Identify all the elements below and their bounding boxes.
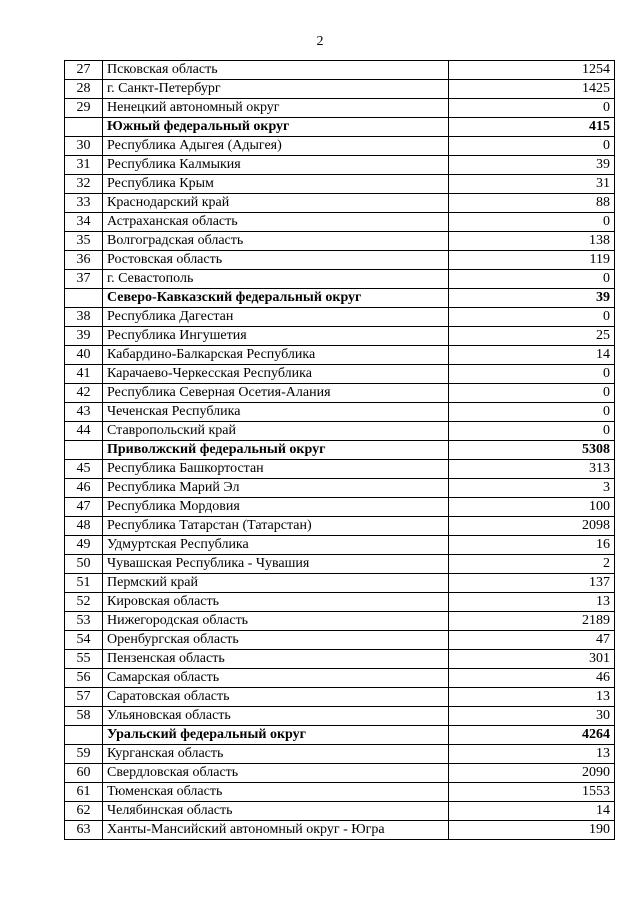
row-number: 61 xyxy=(65,783,103,802)
row-number: 63 xyxy=(65,821,103,840)
region-name: Ставропольский край xyxy=(103,422,449,441)
district-name: Приволжский федеральный округ xyxy=(103,441,449,460)
table-row xyxy=(65,802,615,821)
region-value: 25 xyxy=(449,327,615,346)
region-name: Республика Северная Осетия-Алания xyxy=(103,384,449,403)
row-number xyxy=(65,726,103,745)
district-row xyxy=(65,289,615,308)
region-value: 88 xyxy=(449,194,615,213)
region-value: 14 xyxy=(449,802,615,821)
row-number: 50 xyxy=(65,555,103,574)
region-name: г. Санкт-Петербург xyxy=(103,80,449,99)
region-value: 0 xyxy=(449,422,615,441)
district-row xyxy=(65,726,615,745)
region-value: 301 xyxy=(449,650,615,669)
region-name: Псковская область xyxy=(103,61,449,80)
region-value: 31 xyxy=(449,175,615,194)
row-number: 60 xyxy=(65,764,103,783)
region-value: 3 xyxy=(449,479,615,498)
region-name: Самарская область xyxy=(103,669,449,688)
region-value: 46 xyxy=(449,669,615,688)
region-name: Курганская область xyxy=(103,745,449,764)
region-name: Чеченская Республика xyxy=(103,403,449,422)
table-row xyxy=(65,688,615,707)
row-number: 44 xyxy=(65,422,103,441)
region-name: Республика Башкортостан xyxy=(103,460,449,479)
row-number: 52 xyxy=(65,593,103,612)
row-number: 40 xyxy=(65,346,103,365)
table-row xyxy=(65,536,615,555)
table-row xyxy=(65,764,615,783)
region-name: Республика Калмыкия xyxy=(103,156,449,175)
table-row xyxy=(65,460,615,479)
region-value: 47 xyxy=(449,631,615,650)
row-number: 53 xyxy=(65,612,103,631)
district-total: 39 xyxy=(449,289,615,308)
region-name: Саратовская область xyxy=(103,688,449,707)
region-name: Пензенская область xyxy=(103,650,449,669)
region-name: Ненецкий автономный округ xyxy=(103,99,449,118)
row-number xyxy=(65,441,103,460)
table-row xyxy=(65,80,615,99)
region-name: Удмуртская Республика xyxy=(103,536,449,555)
table-row xyxy=(65,669,615,688)
row-number: 43 xyxy=(65,403,103,422)
region-value: 30 xyxy=(449,707,615,726)
district-name: Уральский федеральный округ xyxy=(103,726,449,745)
row-number: 59 xyxy=(65,745,103,764)
table-row xyxy=(65,232,615,251)
table-row xyxy=(65,175,615,194)
row-number xyxy=(65,118,103,137)
table-row xyxy=(65,593,615,612)
region-value: 0 xyxy=(449,403,615,422)
table-row xyxy=(65,365,615,384)
region-value: 16 xyxy=(449,536,615,555)
region-value: 1254 xyxy=(449,61,615,80)
region-value: 2 xyxy=(449,555,615,574)
table-row xyxy=(65,61,615,80)
region-value: 2098 xyxy=(449,517,615,536)
row-number: 56 xyxy=(65,669,103,688)
table-row xyxy=(65,308,615,327)
row-number: 49 xyxy=(65,536,103,555)
table-row xyxy=(65,479,615,498)
region-name: Республика Татарстан (Татарстан) xyxy=(103,517,449,536)
district-total: 4264 xyxy=(449,726,615,745)
table-row xyxy=(65,517,615,536)
region-value: 13 xyxy=(449,593,615,612)
regions-table xyxy=(64,60,615,840)
row-number: 48 xyxy=(65,517,103,536)
region-value: 0 xyxy=(449,213,615,232)
row-number: 36 xyxy=(65,251,103,270)
region-name: Кировская область xyxy=(103,593,449,612)
district-total: 5308 xyxy=(449,441,615,460)
table-row xyxy=(65,631,615,650)
region-value: 14 xyxy=(449,346,615,365)
district-row xyxy=(65,118,615,137)
region-name: Ростовская область xyxy=(103,251,449,270)
row-number: 47 xyxy=(65,498,103,517)
region-name: Кабардино-Балкарская Республика xyxy=(103,346,449,365)
region-name: Тюменская область xyxy=(103,783,449,802)
row-number: 38 xyxy=(65,308,103,327)
table-row xyxy=(65,555,615,574)
table-row xyxy=(65,251,615,270)
row-number: 27 xyxy=(65,61,103,80)
table-row xyxy=(65,422,615,441)
region-value: 2189 xyxy=(449,612,615,631)
row-number: 46 xyxy=(65,479,103,498)
region-value: 2090 xyxy=(449,764,615,783)
row-number: 55 xyxy=(65,650,103,669)
table-row xyxy=(65,194,615,213)
row-number: 33 xyxy=(65,194,103,213)
region-name: Нижегородская область xyxy=(103,612,449,631)
region-value: 137 xyxy=(449,574,615,593)
region-name: Ульяновская область xyxy=(103,707,449,726)
table-row xyxy=(65,783,615,802)
region-name: Республика Адыгея (Адыгея) xyxy=(103,137,449,156)
region-value: 0 xyxy=(449,365,615,384)
region-name: Волгоградская область xyxy=(103,232,449,251)
region-name: Республика Марий Эл xyxy=(103,479,449,498)
region-value: 119 xyxy=(449,251,615,270)
table-row xyxy=(65,270,615,289)
region-name: Краснодарский край xyxy=(103,194,449,213)
region-value: 13 xyxy=(449,688,615,707)
region-name: Республика Мордовия xyxy=(103,498,449,517)
row-number: 31 xyxy=(65,156,103,175)
region-name: г. Севастополь xyxy=(103,270,449,289)
region-value: 0 xyxy=(449,308,615,327)
table-row xyxy=(65,612,615,631)
table-row xyxy=(65,707,615,726)
region-value: 13 xyxy=(449,745,615,764)
table-row xyxy=(65,346,615,365)
row-number: 30 xyxy=(65,137,103,156)
region-name: Оренбургская область xyxy=(103,631,449,650)
table-row xyxy=(65,821,615,840)
table-row xyxy=(65,574,615,593)
table-row xyxy=(65,156,615,175)
region-value: 1425 xyxy=(449,80,615,99)
row-number: 37 xyxy=(65,270,103,289)
table-row xyxy=(65,213,615,232)
page-number: 2 xyxy=(316,34,324,49)
region-value: 313 xyxy=(449,460,615,479)
row-number: 34 xyxy=(65,213,103,232)
row-number: 42 xyxy=(65,384,103,403)
row-number: 32 xyxy=(65,175,103,194)
region-name: Астраханская область xyxy=(103,213,449,232)
region-name: Республика Крым xyxy=(103,175,449,194)
row-number: 54 xyxy=(65,631,103,650)
district-name: Южный федеральный округ xyxy=(103,118,449,137)
region-name: Карачаево-Черкесская Республика xyxy=(103,365,449,384)
region-name: Чувашская Республика - Чувашия xyxy=(103,555,449,574)
region-name: Свердловская область xyxy=(103,764,449,783)
district-row xyxy=(65,441,615,460)
row-number: 45 xyxy=(65,460,103,479)
region-value: 0 xyxy=(449,384,615,403)
table-row xyxy=(65,745,615,764)
row-number: 58 xyxy=(65,707,103,726)
region-value: 138 xyxy=(449,232,615,251)
region-value: 0 xyxy=(449,137,615,156)
row-number: 29 xyxy=(65,99,103,118)
region-value: 0 xyxy=(449,99,615,118)
regions-table-body xyxy=(65,61,615,840)
region-name: Пермский край xyxy=(103,574,449,593)
row-number: 51 xyxy=(65,574,103,593)
row-number: 39 xyxy=(65,327,103,346)
region-name: Республика Дагестан xyxy=(103,308,449,327)
table-row xyxy=(65,137,615,156)
table-row xyxy=(65,403,615,422)
region-name: Ханты-Мансийский автономный округ - Югра xyxy=(103,821,449,840)
region-value: 100 xyxy=(449,498,615,517)
region-value: 190 xyxy=(449,821,615,840)
district-name: Северо-Кавказский федеральный округ xyxy=(103,289,449,308)
table-row xyxy=(65,498,615,517)
row-number: 57 xyxy=(65,688,103,707)
row-number: 41 xyxy=(65,365,103,384)
region-name: Челябинская область xyxy=(103,802,449,821)
row-number: 35 xyxy=(65,232,103,251)
table-row xyxy=(65,99,615,118)
row-number: 28 xyxy=(65,80,103,99)
row-number: 62 xyxy=(65,802,103,821)
row-number xyxy=(65,289,103,308)
table-row xyxy=(65,650,615,669)
district-total: 415 xyxy=(449,118,615,137)
table-row xyxy=(65,384,615,403)
region-name: Республика Ингушетия xyxy=(103,327,449,346)
table-row xyxy=(65,327,615,346)
region-value: 39 xyxy=(449,156,615,175)
region-value: 0 xyxy=(449,270,615,289)
region-value: 1553 xyxy=(449,783,615,802)
